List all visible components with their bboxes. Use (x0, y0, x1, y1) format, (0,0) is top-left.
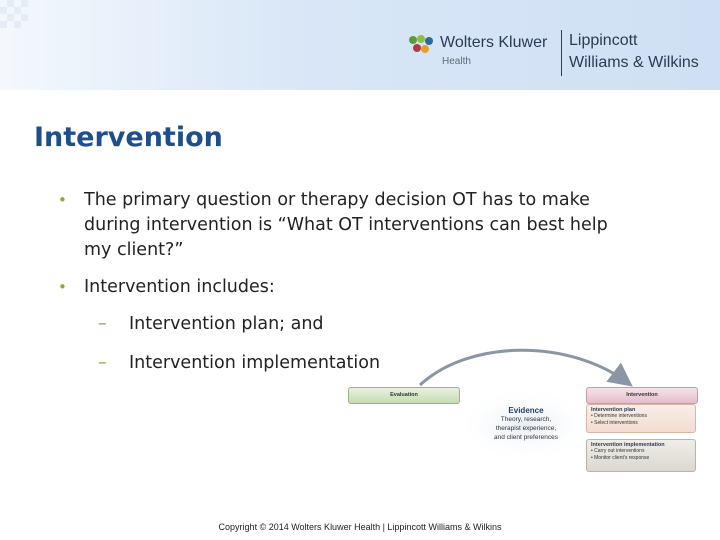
sub-bullet-text: Intervention implementation (129, 353, 381, 373)
evidence-title: Evidence (508, 406, 544, 415)
header-band (0, 0, 720, 90)
implementation-item: • Carry out interventions (591, 448, 645, 454)
wolters-kluwer-globe-icon (408, 34, 434, 56)
logo-imprint-line2: Williams & Wilkins (569, 54, 699, 71)
intervention-box: Intervention (586, 387, 698, 404)
logo-division: Health (442, 56, 471, 67)
sub-bullet-item (58, 312, 618, 337)
evidence-line: and client preferences (494, 434, 558, 441)
evaluation-box: Evaluation (348, 387, 460, 404)
bullet-item (58, 188, 618, 263)
bullet-item (58, 275, 618, 300)
copyright-footer: Copyright © 2014 Wolters Kluwer Health | Lippincott Williams & Wilkins (218, 522, 502, 532)
bullet-dot-icon: • (58, 191, 67, 209)
plan-item: • Determine interventions (591, 413, 647, 419)
plan-item: • Select interventions (591, 420, 638, 426)
logo-imprint-line1: Lippincott (569, 32, 638, 49)
bullet-dot-icon: • (58, 278, 67, 296)
cycle-arrow (420, 350, 628, 385)
bullet-text: The primary question or therapy decision OT has to make during intervention is “What OT interventions can best help my client?” (84, 190, 608, 260)
implementation-item: • Monitor client's response (591, 455, 650, 461)
dash-icon: – (98, 353, 107, 373)
evidence-line: therapist experience, (495, 425, 557, 432)
intervention-implementation-box (586, 439, 696, 472)
intervention-plan-box (586, 404, 696, 433)
bullet-text: Intervention includes: (84, 277, 275, 297)
evidence-line: Theory, research, (500, 416, 552, 423)
intervention-process-diagram (340, 345, 710, 480)
logo-divider (561, 30, 562, 76)
slide-title: Intervention (34, 122, 223, 153)
logo-company-name: Wolters Kluwer (440, 34, 548, 51)
plan-title: Intervention plan (591, 407, 636, 413)
corner-pattern (0, 0, 28, 28)
dash-icon: – (98, 314, 107, 334)
sub-bullet-text: Intervention plan; and (129, 314, 324, 334)
evidence-label (478, 406, 574, 442)
implementation-title: Intervention implementation (591, 442, 665, 448)
